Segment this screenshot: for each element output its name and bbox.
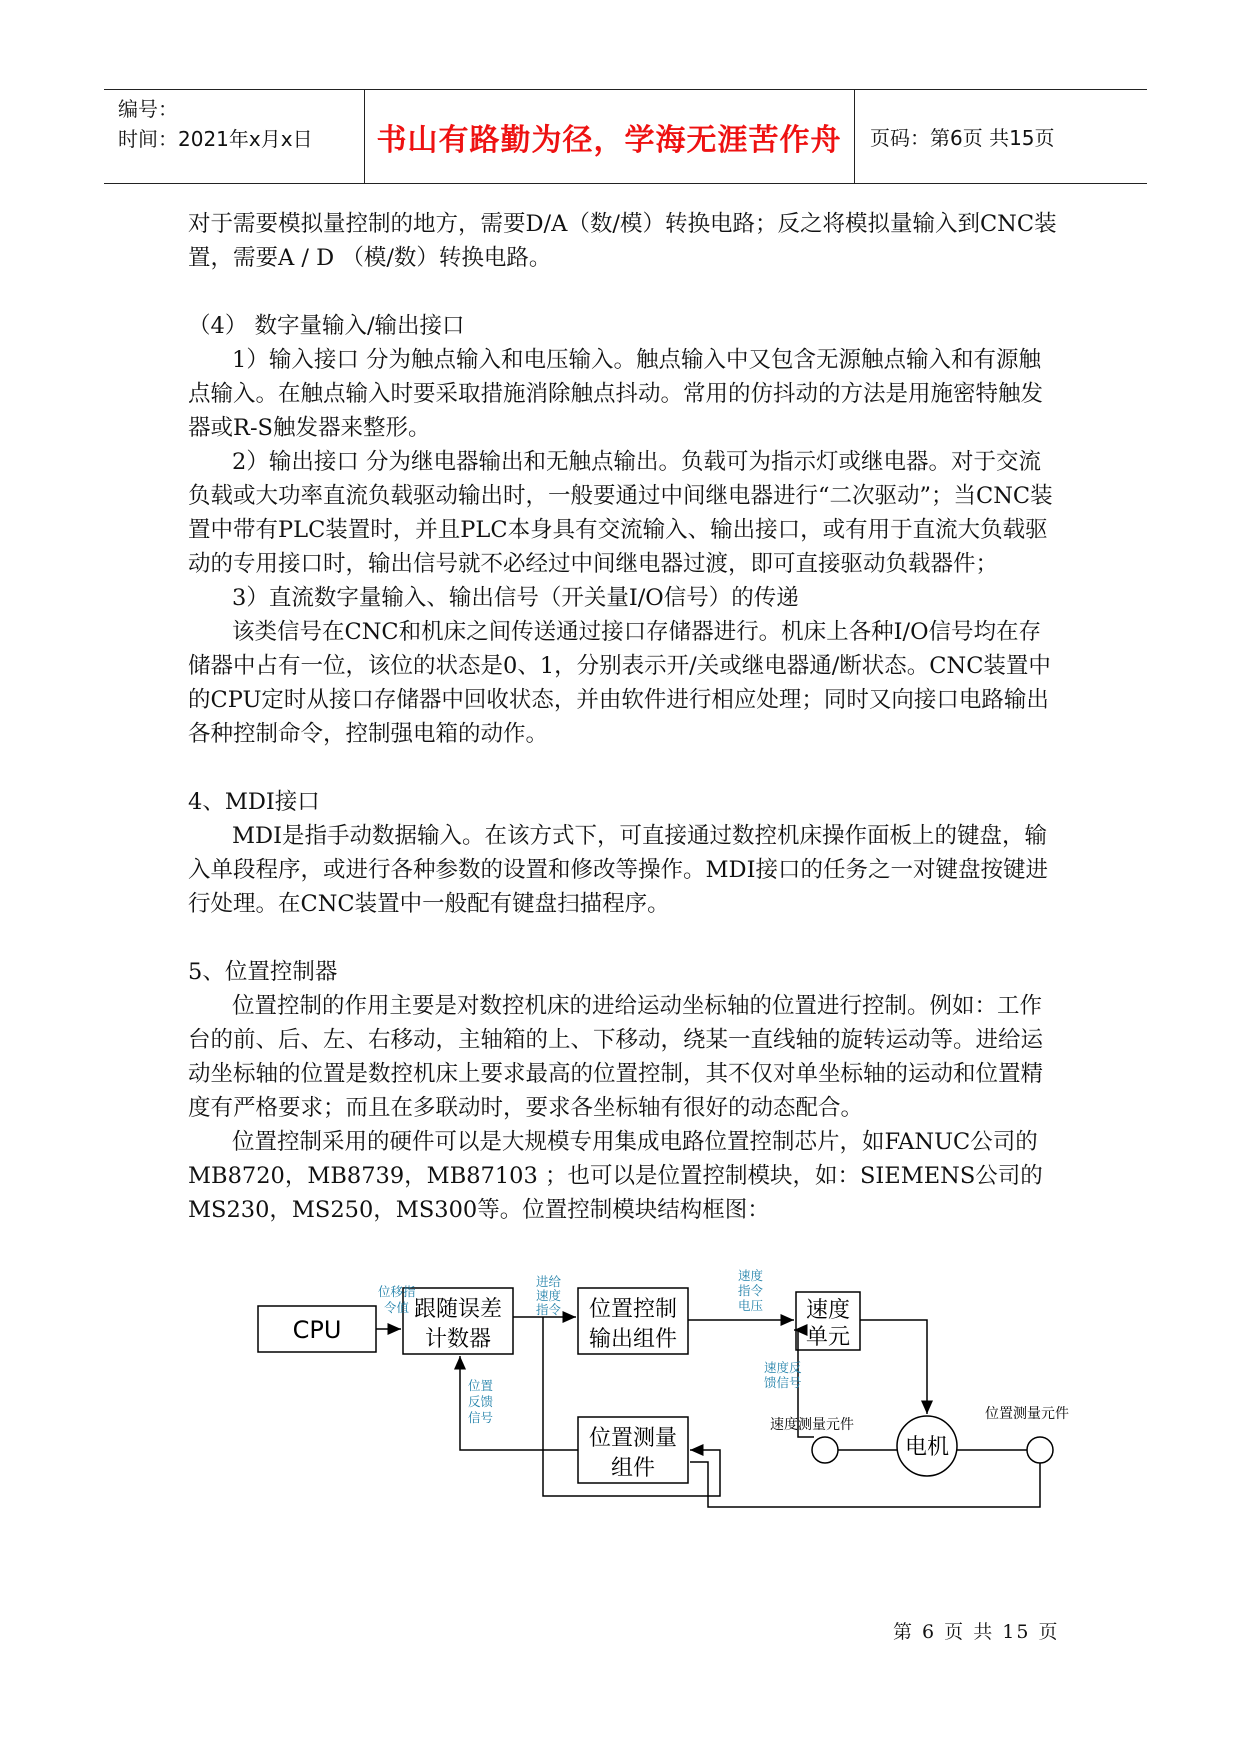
label-pos-fb-2: 反馈 [468,1394,494,1409]
label-disp-cmd-2: 令值 [384,1300,410,1315]
position-control-block-diagram [240,1262,1120,1552]
error-counter-label-1: 跟随误差 [413,1297,503,1322]
heading-digital-io: （4） 数字量输入/输出接口 [188,313,465,339]
label-speed-cmd-3: 电压 [738,1298,764,1313]
speed-sensor-circle [812,1437,838,1463]
label-speed-cmd-1: 速度 [738,1268,764,1283]
paragraph-position-control: 位置控制的作用主要是对数控机床的进给运动坐标轴的位置进行控制。例如：工作台的前、后、左、右移动，主轴箱的上、下移动，绕某一直线轴的旋转运动等。进给运动坐标轴的位置是数控机床上要求最高的位置控制，其不仅对单坐标轴的运动和位置精度有严格要求；而且在多联动时，要求各坐标轴有很好的动态配合。 [188,993,1044,1121]
paragraph-mdi: MDI是指手动数据输入。在该方式下，可直接通过数控机床操作面板上的键盘，输入单段程序，或进行各种参数的设置和修改等操作。MDI接口的任务之一对键盘按键进行处理。在CNC装置中一般配有键盘扫描程序。 [188,823,1048,917]
speed-unit-label-2: 单元 [805,1325,851,1350]
speed-sensor-label: 速度测量元件 [770,1417,854,1433]
paragraph-position-hardware: 位置控制采用的硬件可以是大规模专用集成电路位置控制芯片，如FANUC公司的MB8720，MB8739，MB87103 ；也可以是位置控制模块，如：SIEMENS公司的MS230，MS250，MS300等。位置控制模块结构框图： [188,1129,1043,1223]
label-speed-fb-2: 馈信号 [764,1375,802,1390]
label-feed-2: 速度 [536,1288,562,1303]
header-motto: 书山有路勤为径，学海无涯苦作舟 [376,122,842,158]
paragraph-da-ad: 对于需要模拟量控制的地方，需要D/A（数/模）转换电路；反之将模拟量输入到CNC装置，需要A / D （模/数）转换电路。 [188,211,1057,271]
label-speed-cmd-2: 指令 [738,1283,764,1298]
heading-mdi: 4、MDI接口 [188,789,320,815]
line-position-sensor-return [690,1462,1040,1507]
arrow-speed-to-motor [860,1320,927,1414]
position-control-output-label-1: 位置控制 [588,1297,678,1322]
paragraph-io-memory: 该类信号在CNC和机床之间传送通过接口存储器进行。机床上各种I/O信号均在存储器中占有一位，该位的状态是0、1，分别表示开/关或继电器通/断状态。CNC装置中的CPU定时从接口存储器中回收状态，并由软件进行相应处理；同时又向接口电路输出各种控制命令，控制强电箱的动作。 [188,619,1051,747]
header-time: 时间：2021年x月x日 [118,127,313,151]
label-disp-cmd-1: 位移指 [378,1284,416,1299]
position-measure-label-2: 组件 [610,1456,656,1481]
document-body [188,207,1058,1227]
position-sensor-circle [1027,1437,1053,1463]
heading-position-controller: 5、位置控制器 [188,959,338,985]
position-control-output-label-2: 输出组件 [588,1327,678,1352]
paragraph-input-interface: 1）输入接口 分为触点输入和电压输入。触点输入中又包含无源触点输入和有源触点输入。在触点输入时要采取措施消除触点抖动。常用的仿抖动的方法是用施密特触发器或R-S触发器来整形。 [188,347,1044,441]
header-number: 编号： [118,97,178,121]
position-measure-label-1: 位置测量 [588,1426,678,1451]
header-page-number: 页码：第6页 共15页 [870,126,1055,150]
error-counter-label-2: 计数器 [424,1327,492,1352]
label-feed-1: 进给 [536,1274,562,1289]
label-pos-fb-3: 信号 [468,1410,494,1425]
page-header [104,89,1147,184]
position-sensor-label: 位置测量元件 [985,1406,1069,1422]
paragraph-output-interface: 2）输出接口 分为继电器输出和无触点输出。负载可为指示灯或继电器。对于交流负载或大功率直流负载驱动输出时，一般要通过中间继电器进行“二次驱动”；当CNC装置中带有PLC装置时，并且PLC本身具有交流输入、输出接口，或有用于直流大负载驱动的专用接口时，输出信号就不必经过中间继电器过渡，即可直接驱动负载器件； [188,449,1053,577]
speed-unit-label-1: 速度 [805,1298,851,1323]
page-footer: 第 6 页 共 15 页 [893,1621,1060,1643]
label-speed-fb-1: 速度反 [764,1360,802,1375]
cpu-label: CPU [292,1316,342,1344]
header-divider-2 [854,90,855,183]
paragraph-dc-io: 3）直流数字量输入、输出信号（开关量I/O信号）的传递 [232,585,799,611]
label-pos-fb-1: 位置 [468,1378,494,1393]
label-feed-3: 指令 [536,1302,562,1317]
header-meta [118,94,313,154]
motor-label: 电机 [904,1435,950,1460]
